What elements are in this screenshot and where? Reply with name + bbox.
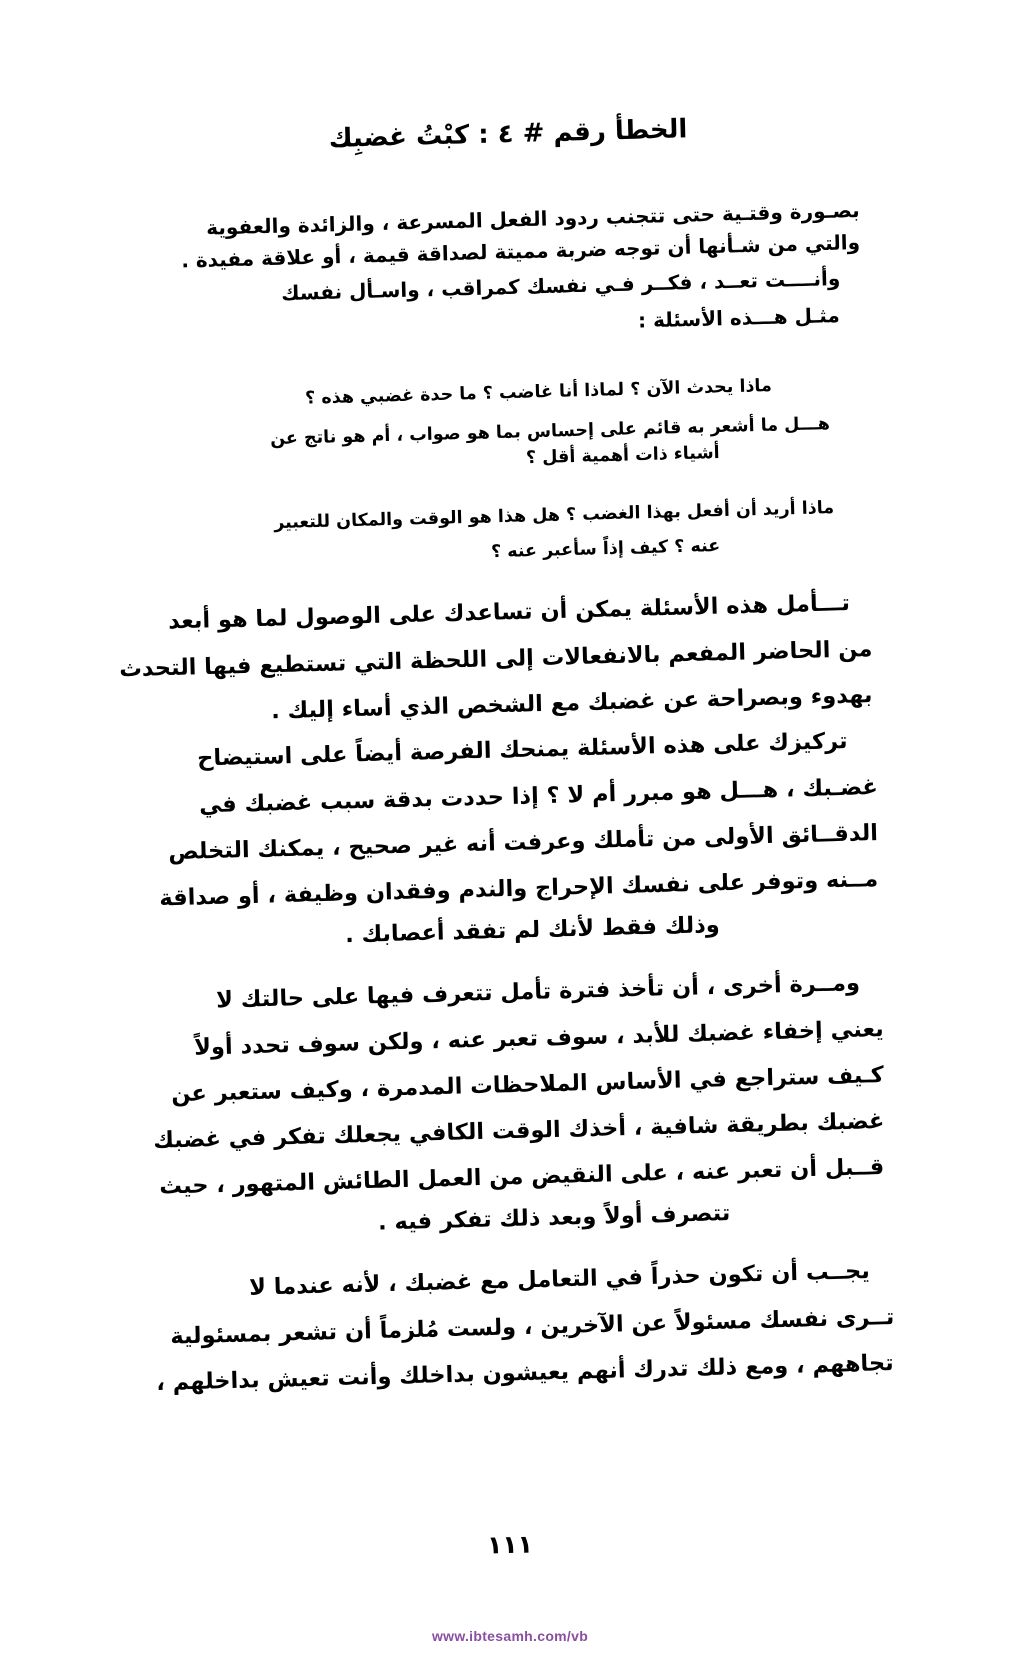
question-line: عنه ؟ كيف إذاً سأعبر عنه ؟ [490, 536, 721, 563]
question-line: هـــل ما أشعر به قائم على إحساس بما هو صواب ، أم هو ناتج عن [270, 414, 831, 450]
paragraph-line: الدقــائق الأولى من تأملك وعرفت أنه غير صحيح ، يمكنك التخلص [167, 820, 879, 866]
paragraph-line: تجاههم ، ومع ذلك تدرك أنهم يعيشون بداخلك وأنت تعيش بداخلهم ، [156, 1350, 895, 1396]
paragraph-line: يعني إخفاء غضبك للأبد ، سوف تعبر عنه ، ولكن سوف تحدد أولاً [194, 1016, 885, 1061]
paragraph-line: مــنه وتوفر على نفسك الإحراج والندم وفقدان وظيفة ، أو صداقة [158, 866, 879, 912]
paragraph-line: تــرى نفسك مسئولاً عن الآخرين ، ولست مُلزماً أن تشعر بمسئولية [169, 1304, 895, 1350]
paragraph-line: غضبك بطريقة شافية ، أخذك الوقت الكافي يجعلك تفكر في غضبك [152, 1108, 885, 1154]
paragraph-line: غضـبك ، هـــل هو مبرر أم لا ؟ إذا حددت بدقة سبب غضبك في [199, 774, 879, 819]
paragraph-line: قــبل أن تعبر عنه ، على النقيض من العمل الطائش المتهور ، حيث [158, 1154, 885, 1200]
intro-line: مثـل هـــذه الأسئلة : [638, 303, 841, 333]
question-line: أشياء ذات أهمية أقل ؟ [526, 443, 721, 469]
paragraph-line: ومــرة أخرى ، أن تأخذ فترة تأمل تتعرف فيها على حالتك لا [215, 970, 861, 1014]
paragraph-line: تتصرف أولاً وبعد ذلك تفكر فيه . [377, 1200, 731, 1236]
paragraph-line: يجــب أن تكون حذراً في التعامل مع غضبك ، لأنه عندما لا [249, 1258, 871, 1301]
footer-watermark[interactable]: www.ibtesamh.com/vb [431, 1628, 589, 1644]
intro-line: بصـورة وقتـية حتى تتجنب ردود الفعل المسرعة ، والزائدة والعفوية [206, 198, 861, 240]
intro-line: والتي من شـأنها أن توجه ضربة مميتة لصداقة قيمة ، أو علاقة مفيدة . [180, 230, 861, 273]
paragraph-line: كـيف ستراجع في الأساس الملاحظات المدمرة ، وكيف ستعبر عن [171, 1062, 885, 1108]
paragraph-line: تركيزك على هذه الأسئلة يمنحك الفرصة أيضاً على استيضاح [197, 728, 849, 772]
question-line: ماذا أريد أن أفعل بهذا الغضب ؟ هل هذا هو الوقت والمكان للتعبير [273, 498, 835, 534]
intro-line: وأنــــت تعــد ، فكــر فـي نفسك كمراقب ، واسـأل نفسك [280, 266, 841, 306]
chapter-title: الخطأ رقم # ٤ : كبْتُ غضبِك [328, 114, 688, 154]
page-number: ١١١ [486, 1529, 534, 1560]
paragraph-line: وذلك فقط لأنك لم تفقد أعصابك . [345, 912, 721, 949]
question-line: ماذا يحدث الآن ؟ لماذا أنا غاضب ؟ ما حدة غضبي هذه ؟ [305, 376, 773, 409]
paragraph-line: تـــأمل هذه الأسئلة يمكن أن تساعدك على الوصول لما هو أبعد [168, 590, 851, 635]
paragraph-line: بهدوء وبصراحة عن غضبك مع الشخص الذي أساء إليك . [270, 682, 873, 725]
paragraph-line: من الحاضر المفعم بالانفعالات إلى اللحظة التي تستطيع فيها التحدث [118, 636, 873, 683]
